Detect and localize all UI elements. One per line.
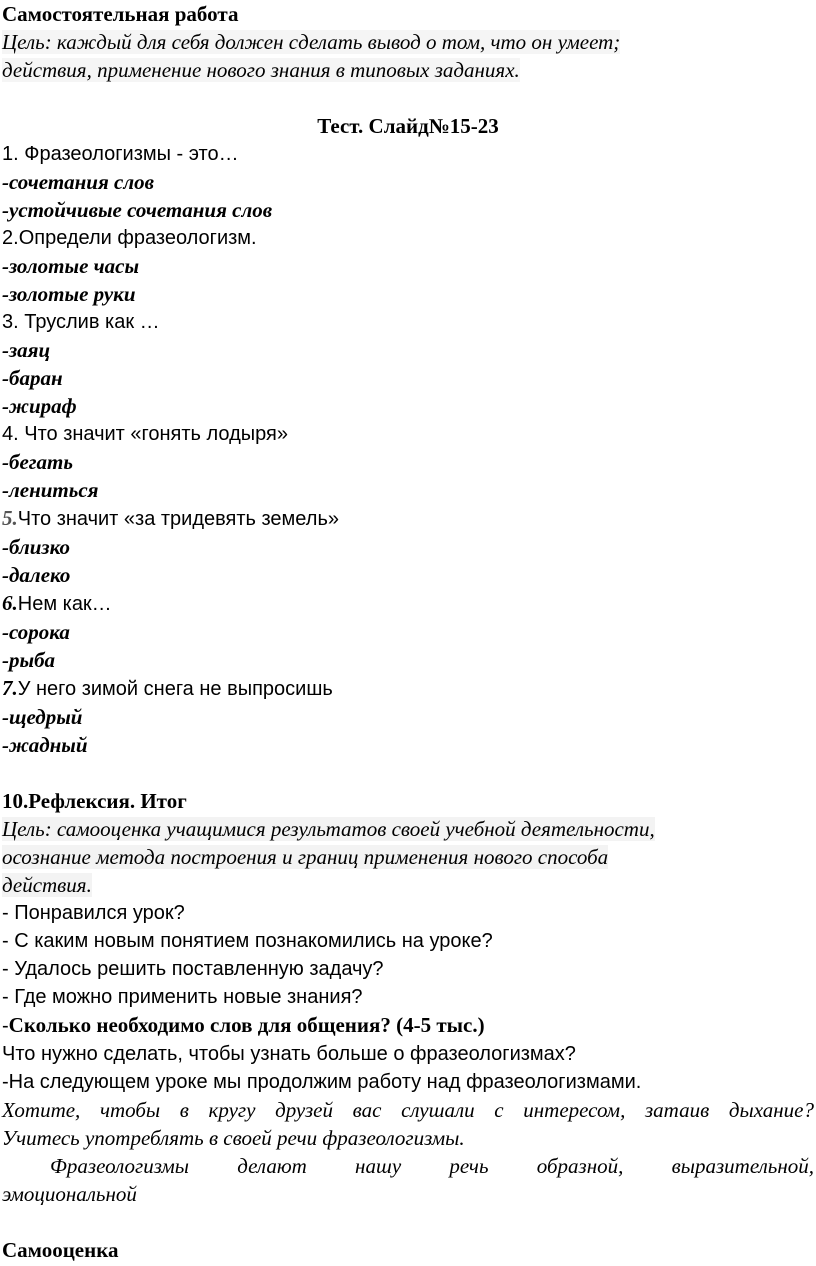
more-question: Что нужно сделать, чтобы узнать больше о фразеологизмах?	[2, 1043, 576, 1065]
question-7	[2, 674, 814, 703]
option: -близко	[2, 535, 70, 559]
goal-line-1	[2, 28, 814, 56]
question-text: Нем как…	[17, 593, 112, 615]
question-number: 5.	[2, 506, 18, 530]
option: -жираф	[2, 394, 77, 418]
question-number: 6.	[2, 591, 18, 615]
option: -устойчивые сочетания слов	[2, 198, 273, 222]
question-5	[2, 504, 814, 533]
question-text: Определи фразеологизм.	[18, 227, 257, 249]
option: -баран	[2, 366, 63, 390]
option: -заяц	[2, 338, 51, 362]
spacer	[2, 1208, 814, 1236]
reflection-goal-text-3: действия.	[2, 873, 92, 897]
closing-paragraph-line-2: эмоциональной	[2, 1182, 137, 1206]
reflection-goal-line-3	[2, 871, 814, 899]
question-text: Фразеологизмы - это…	[18, 143, 239, 165]
words-question: Сколько необходимо слов для общения? (4-5 тыс.)	[8, 1013, 485, 1037]
question-number: 7.	[2, 676, 18, 700]
goal-text: : каждый для себя должен сделать вывод о том, что он умеет;	[44, 30, 621, 54]
option: -золотые часы	[2, 254, 140, 278]
reflection-goal-label: Цель	[2, 817, 45, 841]
question-text: Что значит «за тридевять земель»	[17, 508, 339, 530]
option: -далеко	[2, 563, 71, 587]
question-list	[2, 140, 814, 759]
option: -жадный	[2, 733, 88, 757]
reflection-heading: 10.Рефлексия. Итог	[2, 789, 187, 813]
goal-label: Цель	[2, 30, 45, 54]
next-lesson: -На следующем уроке мы продолжим работу над фразеологизмами.	[2, 1071, 642, 1093]
goal-text-2: действия, применение нового знания в типовых заданиях.	[2, 58, 520, 82]
option: -лениться	[2, 478, 99, 502]
closing-paragraph-line-1: Фразеологизмы делают нашу речь образной, выразительной,	[50, 1154, 814, 1178]
question-text: Труслив как …	[18, 311, 160, 333]
reflection-goal-line-2	[2, 843, 814, 871]
spacer	[2, 759, 814, 787]
reflection-goal-text-2: осознание метода построения и границ применения нового способа	[2, 845, 609, 869]
option: -щедрый	[2, 705, 83, 729]
question-3	[2, 308, 814, 336]
option: -золотые руки	[2, 282, 136, 306]
question-2	[2, 224, 814, 252]
question-number: 4.	[2, 423, 19, 445]
question-text: У него зимой снега не выпросишь	[17, 678, 333, 700]
reflection-question: - С каким новым понятием познакомились на уроке?	[2, 930, 493, 952]
closing-line-1: Хотите, чтобы в кругу друзей вас слушали с интересом, затаив дыхание?	[2, 1098, 814, 1122]
option: -сорока	[2, 620, 70, 644]
option: -рыба	[2, 648, 56, 672]
option: -сочетания слов	[2, 170, 155, 194]
page-title: Самостоятельная работа	[2, 2, 239, 26]
reflection-question: - Удалось решить поставленную задачу?	[2, 958, 384, 980]
test-heading: Тест. Слайд№15-23	[317, 114, 499, 138]
reflection-question: - Где можно применить новые знания?	[2, 986, 363, 1008]
reflection-goal-text: : самооценка учащимися результатов своей учебной деятельности,	[44, 817, 655, 841]
reflection-goal-line-1	[2, 815, 814, 843]
question-number: 1.	[2, 143, 19, 165]
reflection-question: - Понравился урок?	[2, 902, 185, 924]
closing-line-2: Учитесь употреблять в своей речи фразеологизмы.	[2, 1126, 465, 1150]
self-assessment-heading: Самооценка	[2, 1238, 119, 1262]
question-text: Что значит «гонять лодыря»	[18, 423, 288, 445]
question-4	[2, 420, 814, 448]
question-6	[2, 589, 814, 618]
option: -бегать	[2, 450, 73, 474]
words-question-line	[2, 1011, 814, 1040]
question-number: 3.	[2, 311, 19, 333]
question-number: 2.	[2, 227, 19, 249]
dash: -	[2, 1015, 9, 1037]
spacer	[2, 84, 814, 112]
goal-line-2	[2, 56, 814, 84]
question-1	[2, 140, 814, 168]
